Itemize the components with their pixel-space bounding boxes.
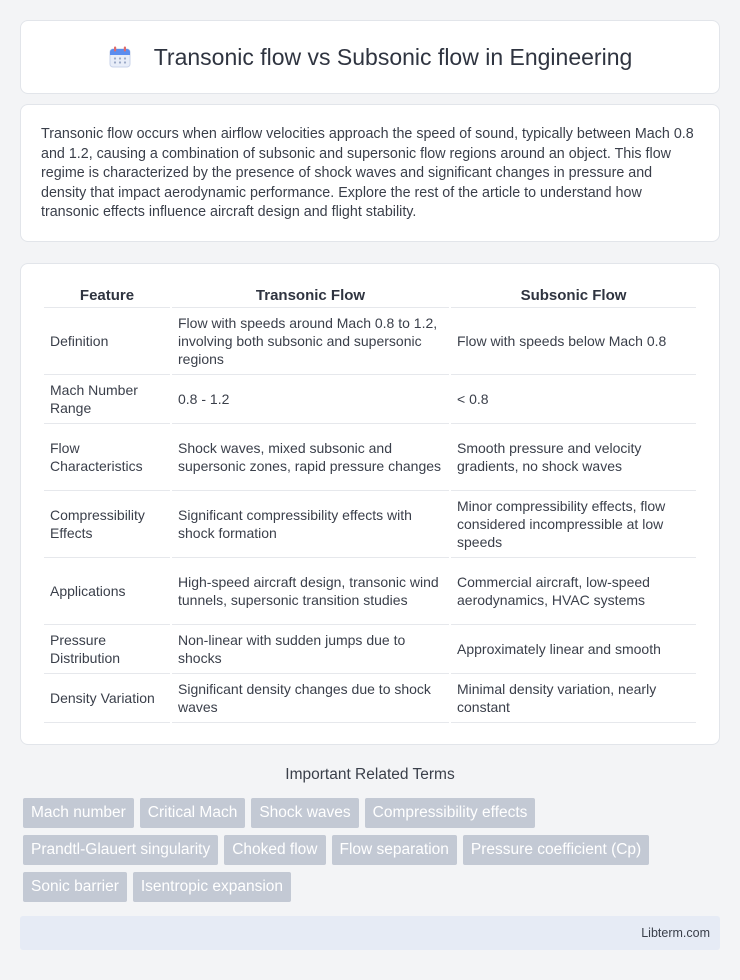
table-cell-feature: Compressibility Effects [44,491,170,558]
term-chip[interactable]: Isentropic expansion [133,872,291,902]
table-cell-transonic: Shock waves, mixed subsonic and supersonic zones, rapid pressure changes [172,424,449,491]
comparison-table [42,286,698,723]
table-row [44,308,696,375]
table-cell-feature: Density Variation [44,674,170,723]
term-chip[interactable]: Mach number [23,798,134,828]
term-chip[interactable]: Shock waves [251,798,358,828]
table-cell-feature: Definition [44,308,170,375]
term-chip[interactable]: Prandtl-Glauert singularity [23,835,218,865]
header-card [20,20,720,94]
header [108,44,633,71]
related-terms [23,798,723,909]
term-chip[interactable]: Choked flow [224,835,325,865]
term-chip[interactable]: Sonic barrier [23,872,127,902]
table-cell-subsonic: Minor compressibility effects, flow considered incompressible at low speeds [451,491,696,558]
term-chip[interactable]: Critical Mach [140,798,246,828]
table-cell-transonic: Significant density changes due to shock waves [172,674,449,723]
table-cell-transonic: High-speed aircraft design, transonic wind tunnels, supersonic transition studies [172,558,449,625]
column-header-feature: Feature [44,286,170,308]
related-terms-row [23,835,723,865]
term-chip[interactable]: Flow separation [332,835,457,865]
table-cell-feature: Flow Characteristics [44,424,170,491]
table-cell-transonic: 0.8 - 1.2 [172,375,449,424]
table-cell-feature: Pressure Distribution [44,625,170,674]
footer-site-link[interactable]: Libterm.com [641,926,710,940]
table-cell-transonic: Significant compressibility effects with shock formation [172,491,449,558]
table-cell-transonic: Flow with speeds around Mach 0.8 to 1.2, involving both subsonic and supersonic regions [172,308,449,375]
table-cell-subsonic: < 0.8 [451,375,696,424]
intro-text: Transonic flow occurs when airflow velocities approach the speed of sound, typically between Mach 0.8 and 1.2, causing a combination of subsonic and supersonic flow regions around an object. This flow regime is characterized by the presence of shock waves and significant changes in pressure and density that impact aerodynamic performance. Explore the rest of the article to understand how transonic effects influence aircraft design and flight stability. [41,126,694,220]
table-row [44,558,696,625]
related-terms-row [23,798,723,828]
term-chip[interactable]: Pressure coefficient (Cp) [463,835,649,865]
table-cell-transonic: Non-linear with sudden jumps due to shocks [172,625,449,674]
table-cell-subsonic: Minimal density variation, nearly constant [451,674,696,723]
page-title: Transonic flow vs Subsonic flow in Engineering [153,43,633,70]
table-cell-subsonic: Smooth pressure and velocity gradients, no shock waves [451,424,696,491]
table-row [44,375,696,424]
table-cell-subsonic: Flow with speeds below Mach 0.8 [451,308,696,375]
table-row [44,424,696,491]
related-terms-title: Important Related Terms [285,766,455,783]
table-row [44,491,696,558]
table-row [44,625,696,674]
comparison-table-card [20,263,720,745]
table-header-row [44,286,696,308]
column-header-subsonic: Subsonic Flow [451,286,696,308]
table-row [44,674,696,723]
related-terms-row [23,872,723,902]
table-cell-subsonic: Commercial aircraft, low-speed aerodynamics, HVAC systems [451,558,696,625]
term-chip[interactable]: Compressibility effects [365,798,536,828]
calendar-icon [108,45,132,69]
column-header-transonic: Transonic Flow [172,286,449,308]
footer [20,916,720,950]
table-cell-feature: Mach Number Range [44,375,170,424]
intro-card [20,104,720,242]
table-cell-subsonic: Approximately linear and smooth [451,625,696,674]
table-cell-feature: Applications [44,558,170,625]
